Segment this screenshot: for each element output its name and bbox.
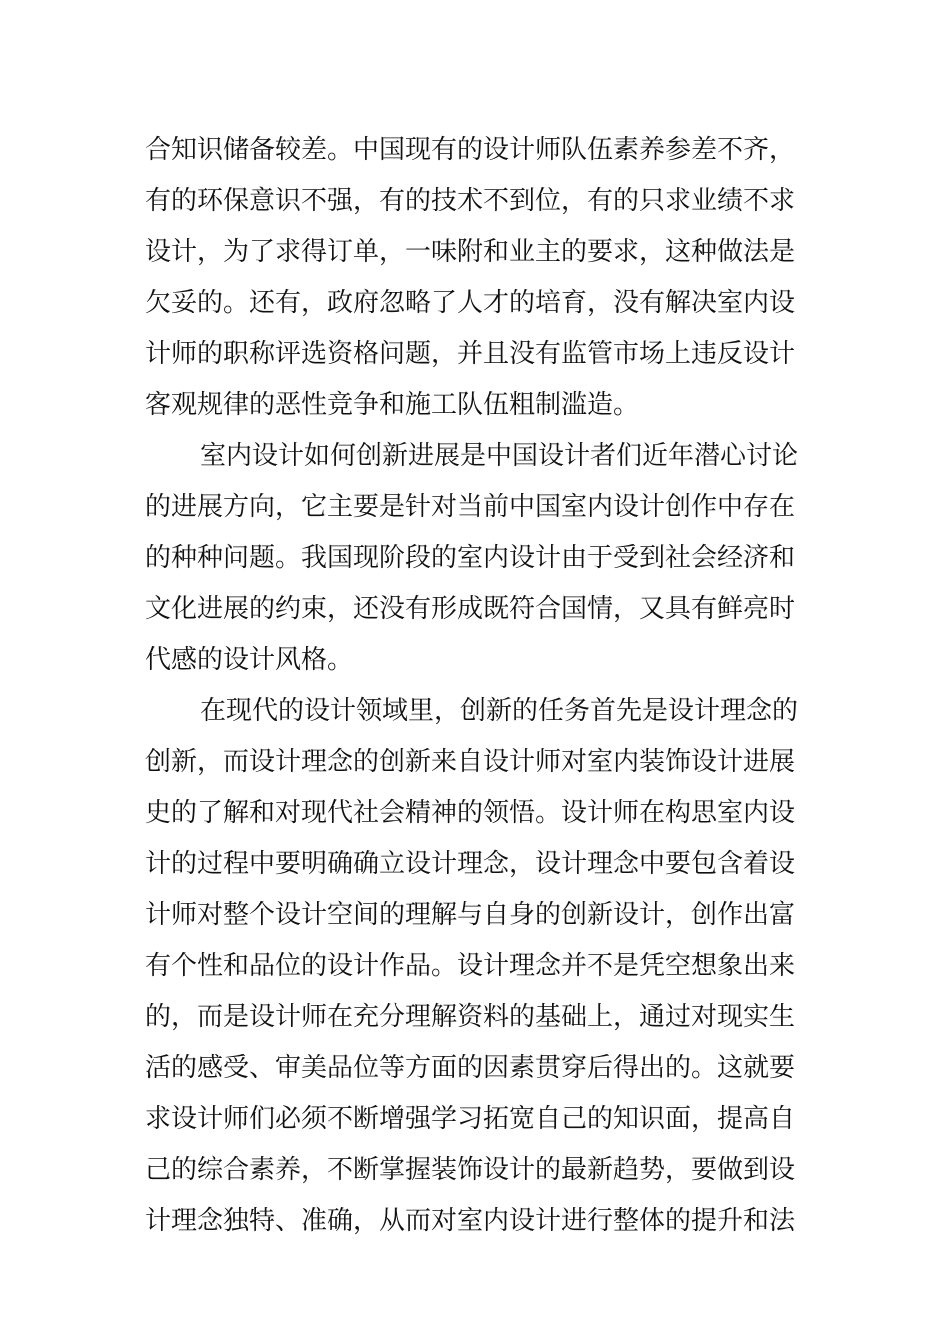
text-line: 求设计师们必须不断增强学习拓宽自己的知识面，提高自 bbox=[145, 1104, 796, 1134]
document-page bbox=[145, 125, 807, 1247]
text-line: 计理念独特、准确，从而对室内设计进行整体的提升和法 bbox=[145, 1206, 796, 1236]
text-line: 的进展方向，它主要是针对当前中国室内设计创作中存在 bbox=[145, 492, 796, 522]
text-line: 设计，为了求得订单，一味附和业主的要求，这种做法是 bbox=[145, 237, 796, 267]
text-line: 的种种问题。我国现阶段的室内设计由于受到社会经济和 bbox=[145, 543, 796, 573]
paragraph-start-line: 室内设计如何创新进展是中国设计者们近年潜心讨论 bbox=[200, 441, 799, 471]
text-line: 计师对整个设计空间的理解与自身的创新设计，创作出富 bbox=[145, 900, 796, 930]
text-line: 代感的设计风格。 bbox=[145, 645, 354, 675]
text-line: 客观规律的恶性竞争和施工队伍粗制滥造。 bbox=[145, 390, 640, 420]
text-line: 史的了解和对现代社会精神的领悟。设计师在构思室内设 bbox=[145, 798, 796, 828]
text-line: 计的过程中要明确确立设计理念，设计理念中要包含着设 bbox=[145, 849, 796, 879]
text-line: 活的感受、审美品位等方面的因素贯穿后得出的。这就要 bbox=[145, 1053, 796, 1083]
text-line: 计师的职称评选资格问题，并且没有监管市场上违反设计 bbox=[145, 339, 796, 369]
text-line: 合知识储备较差。中国现有的设计师队伍素养参差不齐， bbox=[145, 135, 796, 165]
text-line: 文化进展的约束，还没有形成既符合国情，又具有鲜亮时 bbox=[145, 594, 796, 624]
text-line: 有的环保意识不强，有的技术不到位，有的只求业绩不求 bbox=[145, 186, 796, 216]
text-line: 的，而是设计师在充分理解资料的基础上，通过对现实生 bbox=[145, 1002, 796, 1032]
text-line: 有个性和品位的设计作品。设计理念并不是凭空想象出来 bbox=[145, 951, 796, 981]
paragraph-start-line: 在现代的设计领域里，创新的任务首先是设计理念的 bbox=[200, 696, 799, 726]
text-line: 创新，而设计理念的创新来自设计师对室内装饰设计进展 bbox=[145, 747, 796, 777]
text-line: 欠妥的。还有，政府忽略了人才的培育，没有解决室内设 bbox=[145, 288, 796, 318]
text-line: 己的综合素养，不断掌握装饰设计的最新趋势，要做到设 bbox=[145, 1155, 796, 1185]
